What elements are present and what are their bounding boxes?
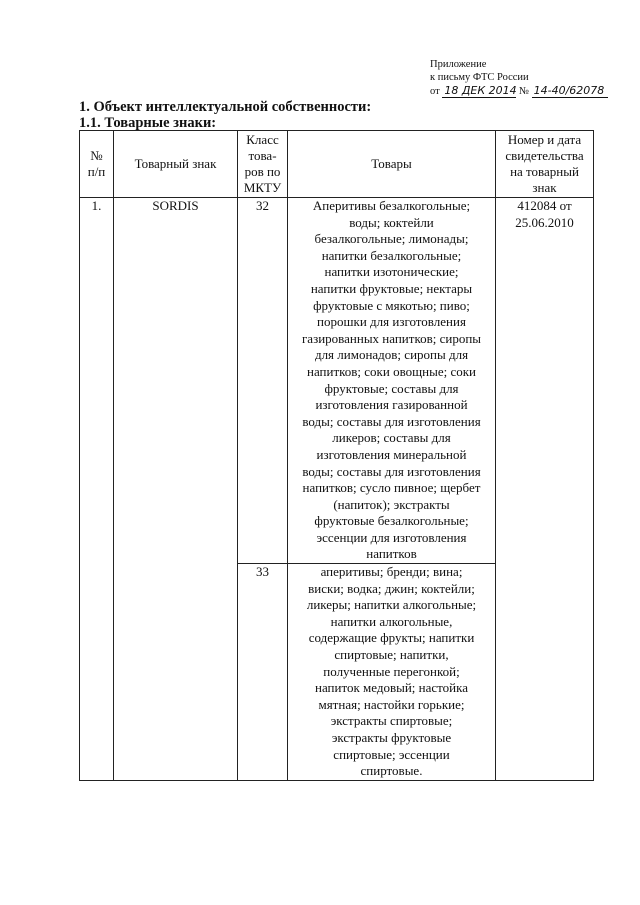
letter-date-number-line: [430, 84, 630, 98]
goods-list: аперитивы; бренди; вина; виски; водка; джин; коктейли; ликеры; напитки алкогольные; напитки алкогольные, содержащие фрукты; напитки спиртовые; напитки, полученные перегонкой; напиток медовый; настойка мятная; настойки горькие; экстракты спиртовые; экстракты фруктовые спиртовые; эссенции спиртовые.: [288, 564, 496, 781]
table-header-row: [80, 131, 594, 198]
goods-list: Аперитивы безалкогольные; воды; коктейли безалкогольные; лимонады; напитки безалкогольные; напитки изотонические; напитки фруктовые; нектары фруктовые с мякотью; пиво; порошки для изготовления газированных напитков; сиропы для лимонадов; сиропы для напитков; соки овощные; соки фруктовые; составы для изготовления газированной воды; составы для изготовления ликеров; составы для изготовления минеральной воды; составы для изготовления напитков; сусло пивное; щербет (напиток); экстракты фруктовые безалкогольные; эссенции для изготовления напитков: [288, 198, 496, 564]
row-number: 1.: [80, 198, 114, 781]
table-row: [80, 198, 594, 564]
section-title: 1. Объект интеллектуальной собственности:: [79, 99, 372, 115]
trademark-name: SORDIS: [114, 198, 238, 781]
letter-reference: к письму ФТС России: [430, 72, 529, 83]
handwritten-date: 18 ДЕК 2014: [444, 84, 517, 97]
col-header-trademark: Товарный знак: [114, 131, 238, 198]
col-header-class: Класс това- ров по МКТУ: [238, 131, 288, 198]
col-header-certificate: Номер и дата свидетельства на товарный знак: [496, 131, 594, 198]
subsection-title: 1.1. Товарные знаки:: [79, 115, 217, 131]
col-header-number: № п/п: [80, 131, 114, 198]
attachment-label: Приложение: [430, 59, 487, 70]
col-header-goods: Товары: [288, 131, 496, 198]
class-number: 32: [238, 198, 288, 564]
handwritten-number: 14-40/62078: [532, 84, 608, 98]
trademark-table: [79, 130, 594, 781]
number-prefix: №: [518, 86, 529, 97]
certificate-number-date: 412084 от 25.06.2010: [496, 198, 594, 781]
letter-attachment-note: [430, 58, 630, 98]
date-prefix: от: [430, 86, 440, 97]
class-number: 33: [238, 564, 288, 781]
